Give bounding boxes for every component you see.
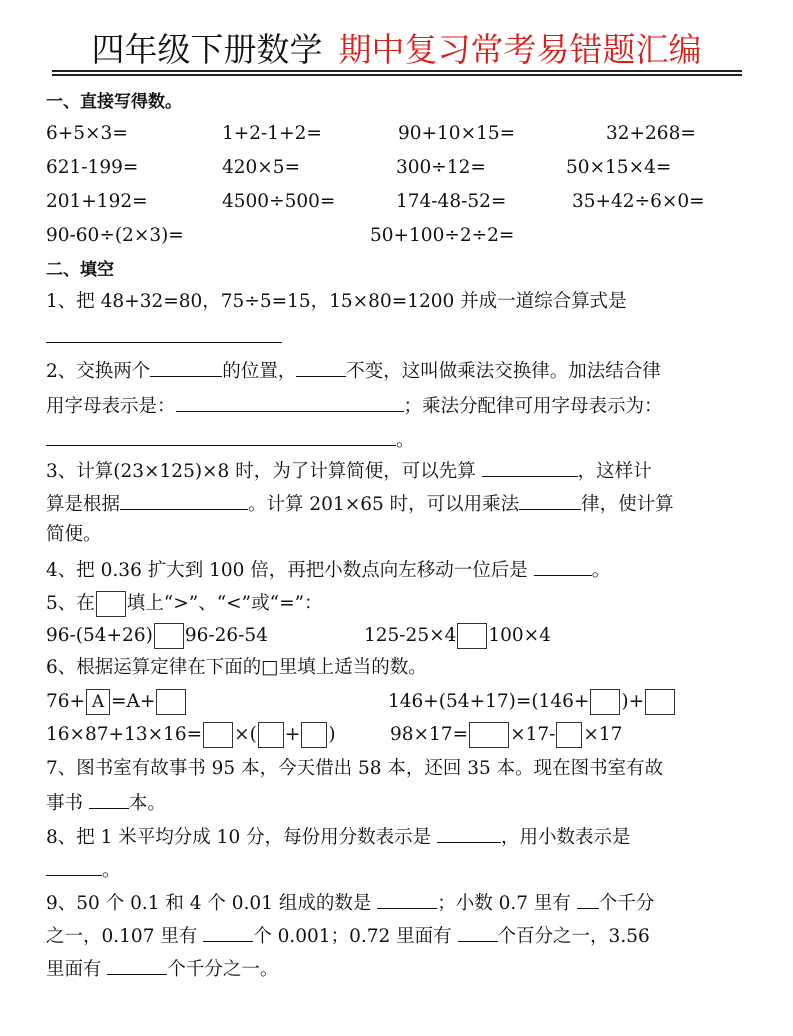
q9-text-c: 个千分 (598, 893, 655, 914)
q6-r2-text-c: + (284, 724, 301, 745)
calc-1-2: 1+2-1+2= (222, 123, 322, 144)
calc-2-1: 621-199= (46, 157, 139, 178)
q2-line1 (46, 358, 661, 384)
calc-3-3: 174-48-52= (396, 191, 507, 212)
q6-row1-right (388, 689, 676, 715)
q2-line2 (46, 393, 663, 419)
calc-3-2: 4500÷500= (222, 191, 336, 212)
calc-2-2: 420×5= (222, 157, 301, 178)
q6-row1-left (46, 689, 187, 715)
q2-text-b: 的位置， (222, 361, 297, 382)
q6-r2-box-5[interactable] (556, 722, 582, 748)
q8-blank-1[interactable] (437, 824, 501, 843)
calc-3-1: 201+192= (46, 191, 148, 212)
q3-text-e: 律，使计算 (581, 494, 674, 515)
q9-text-f: 个百分之一，3.56 (497, 926, 650, 947)
q6-r1-text-d: )+ (621, 691, 645, 712)
q8-text-c: 。 (102, 860, 121, 881)
calc-1-4: 32+268= (606, 123, 696, 144)
q6-r1-box-2[interactable] (590, 689, 620, 715)
q6-r2-box-4[interactable] (469, 722, 509, 748)
q9-text-b: ；小数 0.7 里有 (437, 893, 571, 914)
q5-text-b: 填上“>”、“<”或“=”： (126, 593, 323, 614)
q8-line2 (46, 857, 121, 883)
q6-r2-box-1[interactable] (203, 722, 233, 748)
q2-blank-3[interactable] (176, 393, 404, 412)
q2-text-e: ；乘法分配律可用字母表示为： (403, 396, 663, 417)
q5-answer-box-2[interactable] (457, 623, 487, 649)
q8-line1 (46, 824, 631, 850)
q6-r2-text-g: ×17 (583, 724, 623, 745)
q7-text-b: 事书 (46, 793, 84, 814)
calc-1-3: 90+10×15= (398, 123, 516, 144)
q6-row2-left (46, 722, 336, 748)
title-grade: 四年级下册数学 (91, 30, 323, 69)
q5-answer-box-1[interactable] (154, 623, 184, 649)
q9-blank-4[interactable] (458, 923, 498, 942)
q9-blank-2[interactable] (577, 890, 599, 909)
q6-r1-text-c: 146+(54+17)=(146+ (388, 691, 590, 712)
q3-blank-1[interactable] (482, 458, 578, 477)
title-topic: 期中复习常考易错题汇编 (338, 30, 702, 69)
q6-r1-box-3[interactable] (645, 689, 675, 715)
title-underline (52, 70, 742, 72)
q3-line2 (46, 491, 674, 517)
calc-4-1: 90-60÷(2×3)= (46, 225, 184, 246)
q6-r1-box-1[interactable] (156, 689, 186, 715)
q8-text-b: ，用小数表示是 (501, 827, 631, 848)
page-title (0, 30, 793, 70)
q5-sample-box (96, 591, 126, 617)
q2-text-d: 用字母表示是： (46, 396, 176, 417)
q7-line2 (46, 790, 166, 816)
calc-4-2: 50+100÷2÷2= (370, 225, 515, 246)
section1-heading: 一、直接写得数。 (46, 92, 182, 112)
calc-2-3: 300÷12= (396, 157, 486, 178)
q7-blank[interactable] (89, 790, 129, 809)
q3-blank-2[interactable] (120, 491, 248, 510)
q4-line (46, 557, 610, 583)
q2-blank-1[interactable] (150, 358, 222, 377)
q3-text-a: 3、计算(23×125)×8 时，为了计算简便，可以先算 (46, 461, 476, 482)
q2-line3 (46, 427, 415, 453)
q6-r2-text-d: ) (328, 724, 336, 745)
q2-text-a: 2、交换两个 (46, 361, 151, 382)
q5-line2-right (364, 623, 551, 649)
q9-text-e: 个 0.001；0.72 里面有 (253, 926, 452, 947)
q2-text-c: 不变，这叫做乘法交换律。加法结合律 (346, 361, 661, 382)
calc-1-1: 6+5×3= (46, 123, 128, 144)
q4-text-b: 。 (591, 560, 611, 581)
q9-blank-3[interactable] (203, 923, 253, 942)
q4-text-a: 4、把 0.36 扩大到 100 倍，再把小数点向左移动一位后是 (46, 560, 528, 581)
q8-blank-2[interactable] (46, 857, 102, 876)
q9-text-d: 之一，0.107 里有 (46, 926, 198, 947)
q3-text-f: 简便。 (46, 524, 102, 545)
q6-r2-text-b: ×( (234, 724, 257, 745)
q9-line1 (46, 890, 654, 916)
q5-line2 (46, 623, 268, 649)
q6-r2-text-a: 16×87+13×16= (46, 724, 203, 745)
q5-line1 (46, 591, 323, 617)
q3-text-b: ，这样计 (577, 461, 652, 482)
q9-blank-5[interactable] (107, 956, 167, 975)
q9-text-h: 个千分之一。 (167, 959, 279, 980)
q6-r2-text-f: ×17- (510, 724, 556, 745)
q6-r1-box-a: A (86, 689, 110, 715)
calc-2-4: 50×15×4= (566, 157, 672, 178)
q6-r2-text-e: 98×17= (390, 724, 469, 745)
q9-line3 (46, 956, 278, 982)
q1-text: 1、把 48+32=80，75÷5=15，15×80=1200 并成一道综合算式是 (46, 291, 627, 312)
q3-line1 (46, 458, 652, 484)
q8-text-a: 8、把 1 米平均分成 10 分，每份用分数表示是 (46, 827, 432, 848)
q3-text-d: 。计算 201×65 时，可以用乘法 (248, 494, 520, 515)
q9-text-g: 里面有 (46, 959, 102, 980)
q2-blank-4[interactable] (46, 427, 396, 446)
q6-r2-box-3[interactable] (301, 722, 327, 748)
section2-heading: 二、填空 (46, 260, 114, 280)
q7-line1: 7、图书室有故事书 95 本，今天借出 58 本，还回 35 本。现在图书室有故 (46, 758, 664, 779)
q9-line2 (46, 923, 650, 949)
q6-row2-right (390, 722, 622, 748)
q7-text-c: 本。 (128, 793, 166, 814)
q5-expr-4: 100×4 (488, 625, 551, 646)
q6-r2-box-2[interactable] (258, 722, 284, 748)
q9-blank-1[interactable] (377, 890, 437, 909)
title-underline-2 (52, 74, 742, 76)
q2-blank-2[interactable] (296, 358, 346, 377)
q1-answer-line[interactable] (46, 342, 282, 343)
q5-expr-1: 96-(54+26) (46, 625, 153, 646)
q5-expr-3: 125-25×4 (364, 625, 457, 646)
q2-text-f: 。 (396, 430, 415, 451)
q6-r1-text-b: =A+ (111, 691, 156, 712)
calc-3-4: 35+42÷6×0= (572, 191, 705, 212)
q4-blank[interactable] (534, 557, 592, 576)
q9-text-a: 9、50 个 0.1 和 4 个 0.01 组成的数是 (46, 893, 372, 914)
q5-text-a: 5、在 (46, 593, 95, 614)
q6-text: 6、根据运算定律在下面的□里填上适当的数。 (46, 657, 427, 678)
q3-text-c: 算是根据 (46, 494, 121, 515)
q5-expr-2: 96-26-54 (184, 625, 268, 646)
q6-r1-text-a: 76+ (46, 691, 86, 712)
q3-blank-3[interactable] (519, 491, 581, 510)
